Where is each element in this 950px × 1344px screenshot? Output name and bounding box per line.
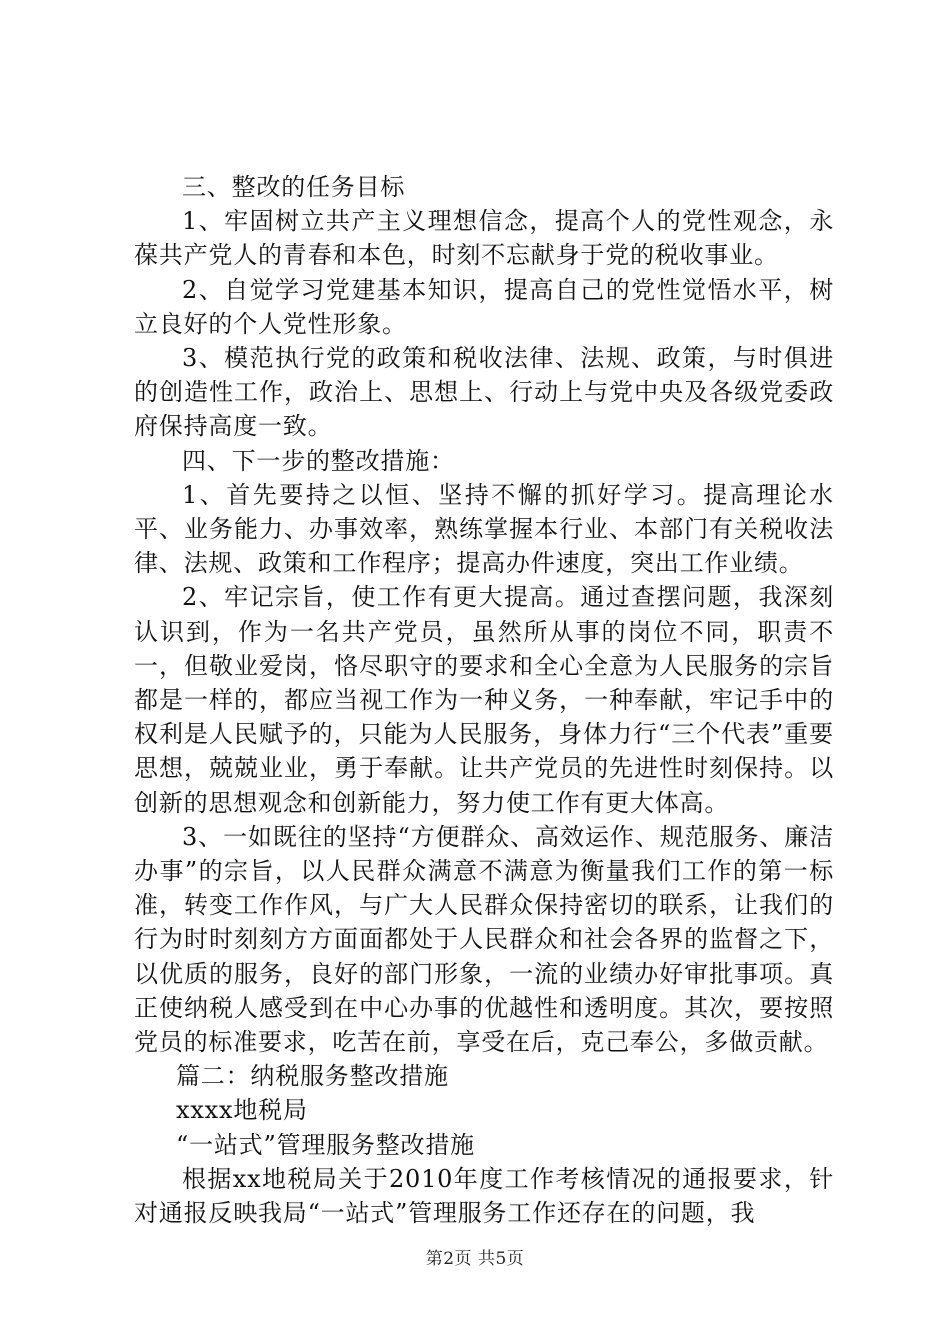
paragraph: 1、首先要持之以恒、坚持不懈的抓好学习。提高理论水平、业务能力、办事效率，熟练掌握本行业、本部门有关税收法律、法规、政策和工作程序；提高办件速度，突出工作业绩。 bbox=[134, 480, 834, 578]
document-subtitle: “一站式”管理服务整改措施 bbox=[176, 1130, 475, 1159]
paragraph: 根据xx地税局关于2010年度工作考核情况的通报要求，针对通报反映我局“一站式”管理服务工作还存在的问题，我 bbox=[134, 1164, 834, 1228]
paragraph: 2、牢记宗旨，使工作有更大提高。通过查摆问题，我深刻认识到，作为一名共产党员，虽然所从事的岗位不同，职责不一，但敬业爱岗，恪尽职守的要求和全心全意为人民服务的宗旨都是一样的，都应当视工作为一种义务，一种奉献，牢记手中的权利是人民赋予的，只能为人民服务，身体力行“三个代表”重要思想，兢兢业业，勇于奉献。让共产党员的先进性时刻保持。以创新的思想观念和创新能力，努力使工作有更大体高。 bbox=[134, 583, 834, 817]
document-body bbox=[134, 170, 834, 1230]
section-heading-measures: 四、下一步的整改措施： bbox=[182, 446, 455, 475]
paragraph: 1、牢固树立共产主义理想信念，提高个人的党性观念，永葆共产党人的青春和本色，时刻不忘献身于党的税收事业。 bbox=[134, 207, 834, 270]
paragraph: 2、自觉学习党建基本知识，提高自己的党性觉悟水平，树立良好的个人党性形象。 bbox=[134, 275, 834, 338]
section-heading-tasks: 三、整改的任务目标 bbox=[182, 173, 406, 201]
paragraph: 3、一如既往的坚持“方便群众、高效运作、规范服务、廉洁办事”的宗旨，以人民群众满意不满意为衡量我们工作的第一标准，转变工作作风，与广大人民群众保持密切的联系，让我们的行为时时刻刻方方面面都处于人民群众和社会各界的监督之下，以优质的服务，良好的部门形象，一流的业绩办好审批事项。真正使纳税人感受到在中心办事的优越性和透明度。其次，要按照党员的标准要求，吃苦在前，享受在后，克己奉公，多做贡献。 bbox=[134, 822, 834, 1057]
paragraph: 3、模范执行党的政策和税收法律、法规、政策，与时俱进的创造性工作，政治上、思想上、行动上与党中央及各级党委政府保持高度一致。 bbox=[134, 344, 834, 441]
page-footer: 第2页 共5页 bbox=[425, 1249, 525, 1269]
issuing-bureau: xxxx地税局 bbox=[176, 1096, 308, 1125]
article-title: 篇二：纳税服务整改措施 bbox=[176, 1062, 449, 1091]
